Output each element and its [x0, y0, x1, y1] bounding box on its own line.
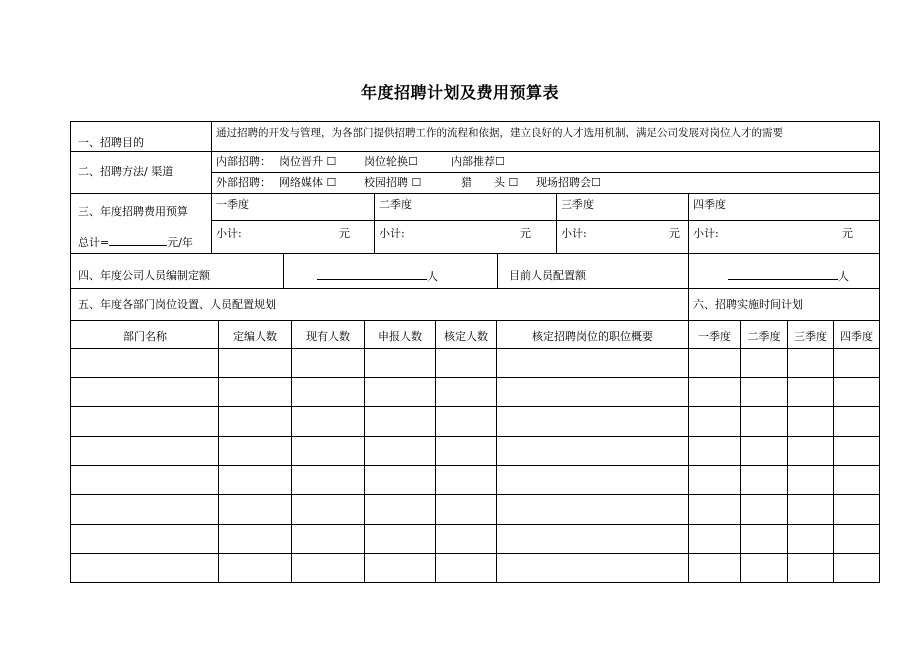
- option-referral-checkbox[interactable]: 内部推荐☐: [451, 155, 505, 168]
- section-1-label: 一、招聘目的: [78, 136, 144, 149]
- section-4-label: 四、年度公司人员编制定额: [78, 269, 210, 282]
- table-row[interactable]: [72, 554, 879, 582]
- col-requested-headcount: 申报人数: [378, 330, 422, 343]
- q2-subtotal-label: 小计:: [379, 227, 405, 240]
- current-staffing-label: 目前人员配置额: [509, 269, 586, 282]
- q4-unit: 元: [842, 227, 853, 240]
- col-q3: 三季度: [794, 330, 827, 343]
- total-suffix: 元/年: [167, 236, 193, 249]
- column-divider: [688, 193, 689, 253]
- q1-header: 一季度: [216, 198, 249, 211]
- current-staffing-unit: 人: [838, 270, 849, 283]
- headcount-input-line[interactable]: [317, 268, 427, 280]
- annual-total-field[interactable]: [78, 234, 193, 250]
- column-divider: [211, 122, 212, 253]
- col-current-headcount: 现有人数: [306, 330, 350, 343]
- col-authorized-headcount: 定编人数: [233, 330, 277, 343]
- q2-header: 二季度: [379, 198, 412, 211]
- section-6-label: 六、招聘实施时间计划: [693, 298, 803, 311]
- option-rotation-checkbox[interactable]: 岗位轮换☐: [364, 155, 418, 168]
- internal-recruit-label: 内部招聘：: [216, 155, 271, 168]
- col-approved-headcount: 核定人数: [444, 330, 488, 343]
- q4-subtotal-label: 小计:: [693, 227, 719, 240]
- option-headhunter-checkbox[interactable]: 猎 头 ☐: [461, 176, 519, 189]
- q3-subtotal-label: 小计:: [561, 227, 587, 240]
- column-divider: [688, 253, 689, 288]
- table-row[interactable]: [72, 407, 879, 436]
- q4-header: 四季度: [693, 198, 726, 211]
- table-row[interactable]: [72, 378, 879, 406]
- row-divider: [71, 151, 879, 152]
- row-divider: [71, 193, 879, 194]
- col-q4: 四季度: [840, 330, 873, 343]
- total-prefix: 总计=: [78, 236, 110, 249]
- q1-unit: 元: [339, 227, 350, 240]
- table-row[interactable]: [72, 525, 879, 553]
- section-2-label: 二、招聘方法/ 渠道: [78, 165, 174, 178]
- section-5-label: 五、年度各部门岗位设置、人员配置规划: [78, 298, 276, 311]
- column-divider: [283, 253, 284, 288]
- column-divider: [556, 193, 557, 253]
- table-row[interactable]: [72, 437, 879, 465]
- q2-unit: 元: [520, 227, 531, 240]
- col-position-summary: 核定招聘岗位的职位概要: [532, 330, 653, 343]
- headcount-quota-field[interactable]: [317, 268, 438, 284]
- row-divider: [71, 253, 879, 254]
- row-divider: [212, 220, 879, 221]
- form-title: 年度招聘计划及费用预算表: [360, 83, 559, 102]
- table-row[interactable]: [72, 349, 879, 377]
- q3-unit: 元: [669, 227, 680, 240]
- column-divider: [497, 253, 498, 288]
- total-input-line[interactable]: [109, 234, 167, 246]
- option-campus-checkbox[interactable]: 校园招聘 ☐: [364, 176, 422, 189]
- col-q2: 二季度: [747, 330, 781, 343]
- current-staffing-field[interactable]: [728, 268, 849, 284]
- row-divider: [71, 320, 879, 321]
- column-divider: [374, 193, 375, 253]
- table-row[interactable]: [72, 466, 879, 494]
- option-promotion-checkbox[interactable]: 岗位晋升 ☐: [279, 155, 337, 168]
- row-divider: [71, 288, 879, 289]
- q1-subtotal-label: 小计:: [216, 227, 242, 240]
- q3-header: 三季度: [561, 198, 594, 211]
- section-3-label: 三、年度招聘费用预算: [78, 205, 188, 218]
- external-recruit-label: 外部招聘：: [216, 176, 271, 189]
- current-staffing-input-line[interactable]: [728, 268, 838, 280]
- option-online-media-checkbox[interactable]: 网络媒体 ☐: [279, 176, 337, 189]
- col-department-name: 部门名称: [123, 330, 167, 343]
- headcount-unit: 人: [427, 270, 438, 283]
- option-job-fair-checkbox[interactable]: 现场招聘会☐: [536, 176, 601, 189]
- table-row[interactable]: [72, 495, 879, 524]
- recruitment-purpose-text: 通过招聘的开发与管理，为各部门提供招聘工作的流程和依据，建立良好的人才选用机制，满足公司发展对岗位人才的需要: [216, 127, 783, 139]
- row-divider: [212, 172, 879, 173]
- col-q1: 一季度: [698, 330, 731, 343]
